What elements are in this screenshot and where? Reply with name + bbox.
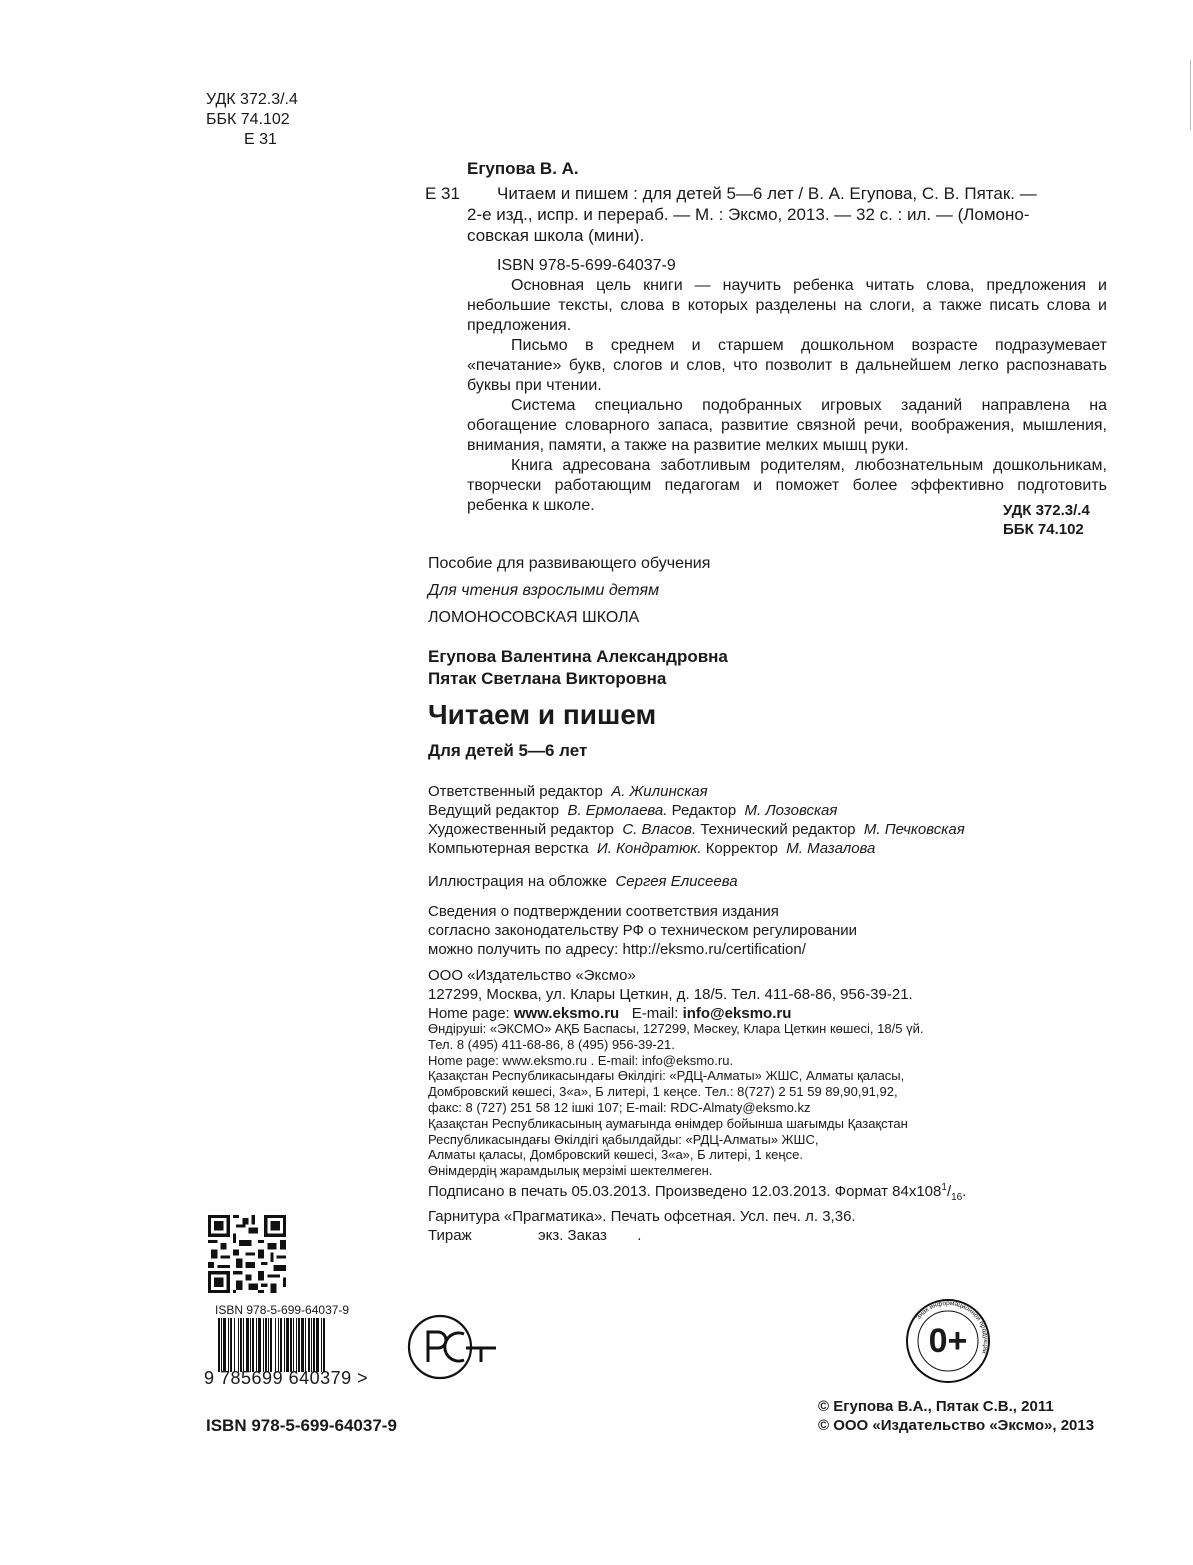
print-info-block: [428, 1178, 966, 1245]
kazakh-line: Республикасындағы Өкілдігі қабылдайды: «РДЦ-Алматы» ЖШС,: [428, 1131, 819, 1147]
publisher-name: ООО «Издательство «Эксмо»: [428, 967, 636, 984]
print-signed: Подписано в печать 05.03.2013. Произведено 12.03.2013. Формат 84x108: [428, 1183, 942, 1200]
credit-role: Корректор: [705, 840, 778, 857]
author-full-name: Пятак Светлана Викторовна: [428, 669, 667, 688]
credit-line: [428, 801, 965, 820]
illustration-credit: [428, 872, 738, 891]
kazakh-line: Тел. 8 (495) 411-68-86, 8 (495) 956-39-21.: [428, 1036, 675, 1052]
credit-name: А. Жилинская: [611, 783, 708, 800]
barcode-isbn: ISBN 978-5-699-64037-9: [215, 1303, 350, 1317]
certification-block: [428, 902, 857, 959]
barcode-bar: [316, 1318, 319, 1372]
kazakh-line: факс: 8 (727) 251 58 12 ішкі 107; E-mail: RDC-Almaty@eksmo.kz: [428, 1099, 811, 1115]
barcode-bar: [221, 1318, 222, 1372]
top-udk: УДК 372.3/.4: [206, 91, 298, 108]
age-rating-ring-text: Знак информационной продукции: [914, 1299, 990, 1355]
barcode-bar: [258, 1318, 261, 1372]
barcode-bar: [270, 1318, 272, 1372]
barcode-bar: [280, 1318, 282, 1372]
book-subtitle: Для детей 5—6 лет: [428, 741, 588, 760]
kazakh-line: Алматы қаласы, Домбровский көшесі, 3«а», Б литері, 1 кеңсе.: [428, 1147, 803, 1163]
page-edge-mark: [1190, 60, 1191, 130]
credit-role: Компьютерная верстка: [428, 840, 589, 857]
barcode-bar: [290, 1318, 292, 1372]
barcode-bar: [250, 1318, 251, 1372]
illustration-label: Иллюстрация на обложке: [428, 873, 608, 890]
print-signed-line: Подписано в печать 05.03.2013. Произведено 12.03.2013. Формат $84x108^1/_{16}$.: [428, 1182, 967, 1203]
barcode-bar: [256, 1318, 257, 1372]
format-numerator: 1: [941, 1182, 947, 1193]
barcode-bar: [286, 1318, 289, 1372]
top-author-code: Е 31: [244, 131, 277, 148]
barcode-bar: [284, 1318, 285, 1372]
barcode-bar: [246, 1318, 249, 1372]
credit-role: Художественный редактор: [428, 821, 614, 838]
card-description: [467, 183, 1107, 246]
copyright-line: © Егупова В.А., Пятак С.В., 2011: [818, 1398, 1054, 1415]
kazakh-line: Өндіруші: «ЭКСМО» АҚБ Баспасы, 127299, Мәскеу, Клара Цеткин көшесі, 18/5 үй.: [428, 1021, 924, 1036]
run-label: Тираж: [428, 1227, 472, 1244]
barcode-bar: [243, 1318, 244, 1372]
series-block: [428, 550, 710, 631]
barcode-bar: [234, 1318, 235, 1372]
credit-line: [428, 839, 965, 858]
barcode-bar: [268, 1318, 269, 1372]
barcode-bar: [240, 1318, 242, 1372]
certification-line: можно получить по адресу: http://eksmo.ru/certification/: [428, 941, 806, 958]
home-label: Home page:: [428, 1005, 510, 1022]
author-full-name: Егупова Валентина Александровна: [428, 647, 728, 666]
card-classification: [1003, 501, 1090, 539]
barcode-bar: [278, 1318, 279, 1372]
credit-role: Ведущий редактор: [428, 802, 560, 819]
barcode-bar: [230, 1318, 232, 1372]
authors-block: [428, 646, 728, 690]
copyright-line: © ООО «Издательство «Эксмо», 2013: [818, 1417, 1095, 1434]
description-line: совская школа (мини).: [467, 226, 645, 245]
annotation-paragraph: Система специально подобранных игровых заданий направлена на обогащение словарного запаса, развитие связной речи, воображения, мышления, внимания, памяти, а также на развитие мелких мышц руки.: [467, 397, 1107, 454]
series-audience: Для чтения взрослыми детям: [428, 582, 660, 599]
credit-role: Редактор: [671, 802, 737, 819]
barcode-bar: [218, 1318, 220, 1372]
barcode-digits: 9 785699 640379 >: [204, 1368, 369, 1388]
kazakh-line: Қазақстан Республикасының аумағында өнімдер бойынша шағымды Қазақстан: [428, 1115, 908, 1131]
certification-line: Сведения о подтверждении соответствия издания: [428, 903, 779, 920]
barcode-bar: [263, 1318, 264, 1372]
barcode-bar: [311, 1318, 312, 1372]
rst-certification-mark: [404, 1312, 500, 1382]
email-link[interactable]: info@eksmo.ru: [682, 1005, 792, 1022]
credit-name: С. Власов.: [622, 821, 697, 838]
kazakh-line: Home page: www.eksmo.ru . E-mail: info@eksmo.ru.: [428, 1052, 734, 1068]
kazakh-info-block: [428, 1021, 923, 1179]
credit-line: [428, 820, 965, 839]
credit-name: М. Мазалова: [786, 840, 876, 857]
credit-line: [428, 782, 965, 801]
description-line: Читаем и пишем : для детей 5—6 лет / В. А. Егупова, С. В. Пятак. —: [497, 184, 1037, 203]
format-denominator: 16: [951, 1192, 963, 1203]
credit-role: Ответственный редактор: [428, 783, 603, 800]
credit-name: В. Ермолаева.: [567, 802, 668, 819]
isbn-bottom: ISBN 978-5-699-64037-9: [206, 1416, 397, 1435]
card-bbk: ББК 74.102: [1003, 521, 1084, 538]
book-title: Читаем и пишем: [428, 699, 657, 730]
card-author: Егупова В. А.: [467, 159, 579, 178]
print-font-line: Гарнитура «Прагматика». Печать офсетная. Усл. печ. л. 3,36.: [428, 1208, 856, 1225]
barcode-bar: [275, 1318, 276, 1372]
credit-name: М. Печковская: [863, 821, 965, 838]
barcode-bar: [223, 1318, 226, 1372]
copies-label: экз. Заказ: [537, 1227, 607, 1244]
kazakh-line: Қазақстан Республикасындағы Өкілдігі: «РДЦ-Алматы» ЖШС, Алматы қаласы,: [428, 1068, 905, 1084]
barcode-bar: [298, 1318, 300, 1372]
credit-name: М. Лозовская: [744, 802, 838, 819]
barcode: [218, 1318, 378, 1374]
age-rating-value: 0+: [928, 1322, 968, 1360]
barcode-bar: [308, 1318, 310, 1372]
barcode-bar: [305, 1318, 306, 1372]
credit-name: И. Кондратюк.: [597, 840, 702, 857]
card-code: Е 31: [425, 184, 460, 203]
copyright-block: [818, 1397, 1094, 1435]
barcode-bar: [252, 1318, 254, 1372]
barcode-bar: [296, 1318, 297, 1372]
kazakh-line: Өнімдердің жарамдылық мерзімі шектелмеген.: [428, 1163, 713, 1179]
barcode-bar: [323, 1318, 325, 1372]
credit-role: Технический редактор: [700, 821, 856, 838]
publisher-address: 127299, Москва, ул. Клары Цеткин, д. 18/5. Тел. 411-68-86, 956-39-21.: [428, 986, 913, 1003]
top-bbk: ББК 74.102: [206, 111, 290, 128]
annotation-paragraph: Основная цель книги — научить ребенка читать слова, предложения и небольшие тексты, слова в которых разделены на слоги, а также писать слова и предложения.: [467, 277, 1107, 334]
annotation-paragraph: Книга адресована заботливым родителям, любознательным дошкольникам, творчески работающим педагогам и поможет более эффективно подготовить ребенка к школе.: [467, 457, 1107, 514]
top-index-block: [206, 90, 298, 150]
card-annotation: [467, 256, 1107, 516]
barcode-bar: [313, 1318, 315, 1372]
publisher-block: [428, 966, 913, 1023]
card-isbn: ISBN 978-5-699-64037-9: [497, 257, 676, 274]
age-rating-badge: [905, 1298, 991, 1384]
barcode-bar: [228, 1318, 229, 1372]
barcode-bar: [265, 1318, 267, 1372]
home-link[interactable]: www.eksmo.ru: [513, 1005, 620, 1022]
credits-block: [428, 782, 965, 858]
card-udk: УДК 372.3/.4: [1003, 502, 1090, 519]
annotation-paragraph: Письмо в среднем и старшем дошкольном возрасте подразумевает «печатание» букв, слогов и слов, что позволит в дальнейшем легко распознавать буквы при чтении.: [467, 337, 1107, 394]
run-end: .: [637, 1227, 642, 1244]
series-name: ЛОМОНОСОВСКАЯ ШКОЛА: [428, 609, 640, 626]
qr-code: [208, 1215, 286, 1293]
barcode-bar: [238, 1318, 239, 1372]
certification-line: согласно законодательству РФ о техническом регулировании: [428, 922, 858, 939]
barcode-bar: [301, 1318, 304, 1372]
barcode-bar: [321, 1318, 322, 1372]
print-run-line: [428, 1226, 966, 1245]
description-line: 2-е изд., испр. и перераб. — М. : Эксмо, 2013. — 32 с. : ил. — (Ломоно-: [467, 205, 1030, 224]
kazakh-line: Домбровский көшесі, 3«а», Б литері, 1 кеңсе. Тел.: 8(727) 2 51 59 89,90,91,92,: [428, 1084, 898, 1100]
series-purpose: Пособие для развивающего обучения: [428, 555, 711, 572]
illustration-name: Сергея Елисеева: [615, 873, 738, 890]
email-label: E-mail:: [631, 1005, 679, 1022]
barcode-bar: [293, 1318, 294, 1372]
